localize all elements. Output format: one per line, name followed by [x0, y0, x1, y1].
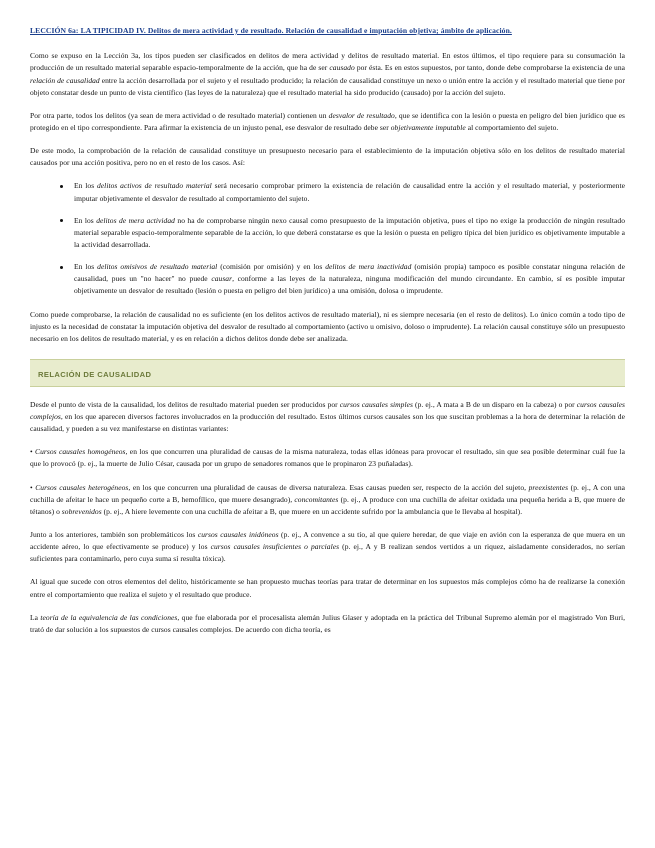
paragraph-intro-2: Por otra parte, todos los delitos (ya sean de mera actividad o de resultado material) contienen un desvalor de resultado, que se identifica con la lesión o puesta en peligro del bien jurídico que es protegido en el tipo correspondiente. Para afirmar la existencia de un injusto penal, ese desvalor de resultado debe ser objetivamente imputable al comportamiento del sujeto.: [30, 110, 625, 132]
page-title: LECCIÓN 6a: LA TIPICIDAD IV. Delitos de mera actividad y de resultado. Relación de causalidad e imputación objetiva; ámbito de aplicación.: [30, 26, 512, 35]
section-heading-label: RELACIÓN DE CAUSALIDAD: [38, 369, 152, 379]
section-heading-band: [30, 359, 625, 387]
dash-item-1: • Cursos causales homogéneos, en los que concurren una pluralidad de causas de la misma naturaleza, todas ellas idóneas para provocar el resultado, sin que sea posible determinar cuál fue la que lo provocó (p. ej., la muerte de Julio César, causada por un grupo de senadores romanos que le propinaron 23 puñaladas).: [30, 447, 625, 469]
paragraph-tail-2: Al igual que sucede con otros elementos del delito, históricamente se han propuesto muchas teorías para tratar de determinar en los supuestos más complejos cómo ha de realizarse la conexión entre el comportamiento que realiza el sujeto y el resultado que produce.: [30, 577, 625, 599]
paragraph-intro-1: Como se expuso en la Lección 3a, los tipos pueden ser clasificados en delitos de mera actividad y delitos de resultado material. En estos últimos, el tipo requiere para su consumación la producción de un resultado material separable espacio-temporalmente de la acción, que ha de ser causado por ésta. Es en estos supuestos, por tanto, donde debe comprobarse la existencia de una relación de causalidad entre la acción desarrollada por el sujeto y el resultado producido; la relación de causalidad constituye un nexo o unión entre la acción y el resultado material que tiene por objeto constatar desde un punto de vista científico (las leyes de la naturaleza) que el resultado material ha sido producido (causado) por la acción del sujeto.: [30, 51, 625, 97]
paragraph-closing: Como puede comprobarse, la relación de causalidad no es suficiente (en los delitos activos de resultado material), ni es siempre necesaria (en el resto de delitos). Lo único común a todo tipo de injusto es la necesidad de constatar la imputación objetiva del desvalor de resultado al comportamiento (activo u omisivo, doloso o imprudente). La relación causal constituye sólo un presupuesto necesario en los delitos de resultado material, y es en relación a dichos delitos donde debe ser analizada.: [30, 309, 625, 343]
dash-item-2: • Cursos causales heterogéneos, en los que concurren una pluralidad de causas de diversa naturaleza. Esas causas pueden ser, respecto de la acción del sujeto, preexistentes (p. ej., A con una cuchilla de afeitar le hace un pequeño corte a B, hemofílico, que muere desangrado), concomitantes (p. ej., A produce con una cuchilla de afeitar oxidada una pequeña herida a B, que muere de tétanos) o sobrevenidos (p. ej., A hiere levemente con una cuchilla de afeitar a B, que muere en un accidente sufrido por la ambulancia que le llevaba al hospital).: [30, 482, 626, 516]
list-item: En los delitos omisivos de resultado material (comisión por omisión) y en los delitos de mera inactividad (omisión propia) tampoco es posible constatar ninguna relación de causalidad, pues un "no hacer" no puede causar, conforme a las leyes de la naturaleza, ninguna modificación del mundo circundante. En cambio, sí es posible imputar objetivamente un desvalor de resultado (lesión o puesta en peligro del bien jurídico) a una omisión, dolosa o imprudente.: [60, 261, 625, 297]
paragraph-tail-1: Junto a los anteriores, también son problemáticos los cursos causales inidóneos (p. ej., A convence a su tío, al que quiere heredar, de que viaje en avión con la esperanza de que muera en un accidente aéreo, lo que efectivamente se produce) y los cursos causales insuficientes o parciales (p. ej., A y B realizan sendos vertidos a un riquez, aisladamente considerados, no serían suficientes para contaminarlo, pero cuya suma sí resulta tóxica).: [30, 530, 626, 564]
paragraph-intro-3: De este modo, la comprobación de la relación de causalidad constituye un presupuesto necesario para el establecimiento de la imputación objetiva sólo en los delitos de resultado material causados por una acción positiva, pero no en el resto de los casos. Así:: [30, 146, 625, 168]
paragraph-tail-3: La teoría de la equivalencia de las condiciones, que fue elaborada por el procesalista alemán Julius Glaser y adoptada en la práctica del Tribunal Supremo alemán por el magistrado Von Buri, trató de dar solución a los supuestos de cursos causales complejos. De acuerdo con dicha teoría, es: [30, 612, 626, 634]
list-item: En los delitos de mera actividad no ha de comprobarse ningún nexo causal como presupuesto de la imputación objetiva, pues el tipo no exige la producción de ningún resultado material separable espacio-temporalmente separable de la acción, lo que deberá constatarse es que la lesión o puesta en peligro típica del bien jurídico es objetivamente imputable a la actividad desarrollada.: [60, 215, 625, 251]
bullet-list: [30, 180, 625, 297]
paragraph-section-1: Desde el punto de vista de la causalidad, los delitos de resultado material pueden ser producidos por cursos causales simples (p. ej., A mata a B de un disparo en la cabeza) o por cursos causales complejos, en los que aparecen diversos factores involucrados en la producción del resultado. Estos últimos cursos causales son los que suscitan problemas a la hora de determinar la relación de causalidad, y pueden a su vez manifestarse en distintas variantes:: [30, 399, 625, 434]
list-item: En los delitos activos de resultado material será necesario comprobar primero la existencia de relación de causalidad entre la acción y el resultado material, y posteriormente imputar objetivamente el desvalor de resultado al comportamiento del sujeto.: [60, 180, 625, 204]
